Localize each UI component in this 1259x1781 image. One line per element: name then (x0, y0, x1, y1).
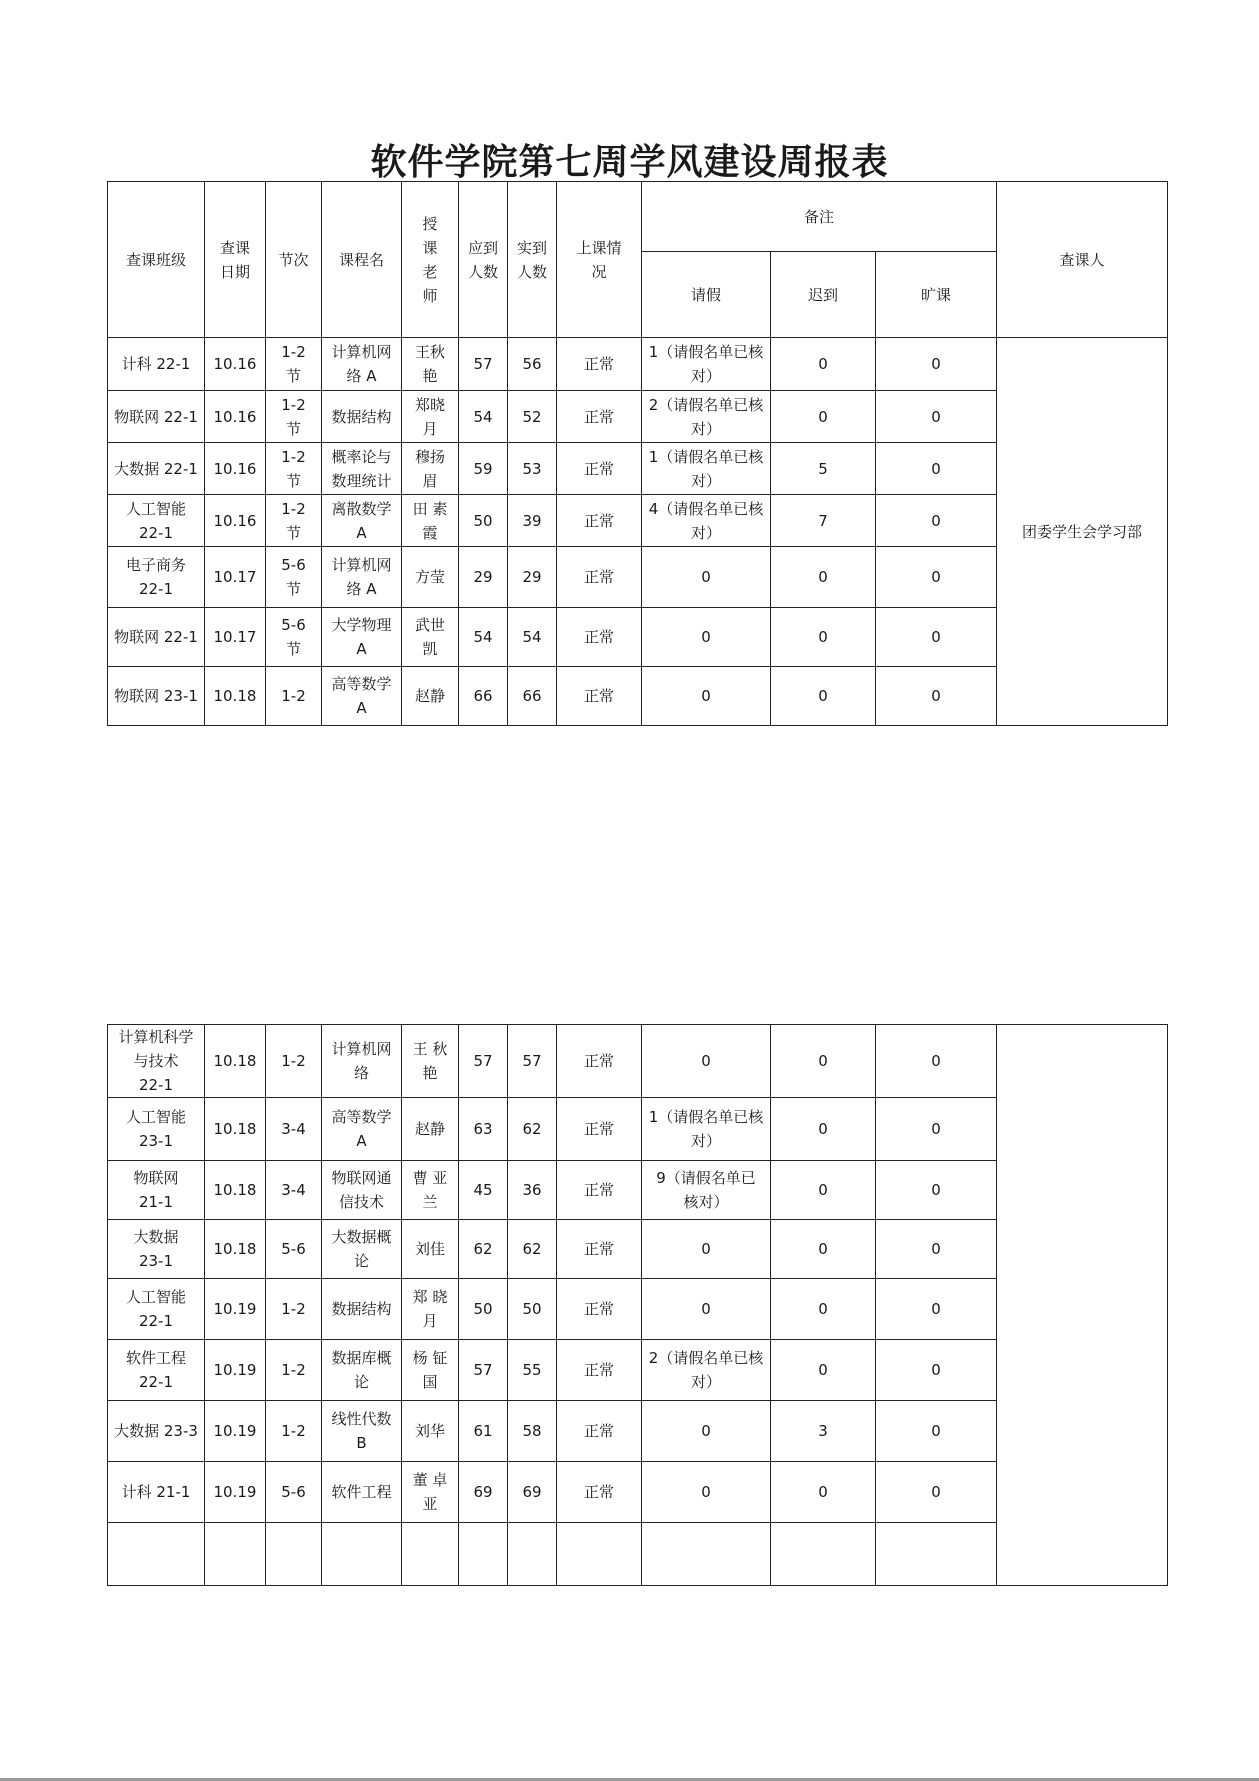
header-period: 节次 (266, 182, 322, 338)
cell-teacher: 方莹 (402, 547, 459, 608)
cell-course: 高等数学 A (322, 1098, 402, 1161)
cell-actual: 58 (508, 1401, 557, 1462)
cell-teacher: 刘华 (402, 1401, 459, 1462)
cell-status: 正常 (557, 608, 642, 667)
cell-class: 大数据 23-3 (108, 1401, 205, 1462)
cell-late: 0 (771, 667, 876, 726)
cell-leave: 2（请假名单已核 对） (642, 391, 771, 443)
cell-period: 1-2 (266, 1401, 322, 1462)
header-actual: 实到 人数 (508, 182, 557, 338)
cell-actual: 62 (508, 1220, 557, 1279)
cell-late: 0 (771, 1025, 876, 1098)
cell-teacher: 赵静 (402, 667, 459, 726)
cell-empty (771, 1523, 876, 1586)
cell-course: 数据结构 (322, 391, 402, 443)
cell-absent: 0 (876, 338, 997, 391)
cell-leave: 9（请假名单已 核对） (642, 1161, 771, 1220)
cell-expected: 54 (459, 391, 508, 443)
header-late: 迟到 (771, 252, 876, 338)
cell-status: 正常 (557, 1220, 642, 1279)
cell-date: 10.16 (205, 495, 266, 547)
cell-period: 5-6 (266, 1462, 322, 1523)
cell-date: 10.19 (205, 1401, 266, 1462)
cell-expected: 61 (459, 1401, 508, 1462)
cell-period: 5-6 节 (266, 608, 322, 667)
header-teacher: 授 课 老 师 (402, 182, 459, 338)
cell-expected: 62 (459, 1220, 508, 1279)
cell-period: 1-2 节 (266, 443, 322, 495)
cell-actual: 57 (508, 1025, 557, 1098)
cell-class: 物联网 23-1 (108, 667, 205, 726)
cell-class: 人工智能 22-1 (108, 1279, 205, 1340)
cell-leave: 0 (642, 1279, 771, 1340)
cell-teacher: 王秋 艳 (402, 338, 459, 391)
cell-expected: 63 (459, 1098, 508, 1161)
cell-class: 物联网 21-1 (108, 1161, 205, 1220)
cell-leave: 0 (642, 1462, 771, 1523)
cell-teacher: 刘佳 (402, 1220, 459, 1279)
cell-empty (508, 1523, 557, 1586)
header-remarks: 备注 (642, 182, 997, 252)
cell-actual: 55 (508, 1340, 557, 1401)
cell-leave: 0 (642, 1401, 771, 1462)
cell-inspector (997, 1025, 1168, 1586)
cell-late: 0 (771, 1098, 876, 1161)
cell-expected: 29 (459, 547, 508, 608)
cell-date: 10.19 (205, 1279, 266, 1340)
cell-late: 0 (771, 547, 876, 608)
cell-leave: 0 (642, 608, 771, 667)
cell-actual: 29 (508, 547, 557, 608)
report-title: 软件学院第七周学风建设周报表 (370, 142, 889, 183)
cell-absent: 0 (876, 1279, 997, 1340)
cell-status: 正常 (557, 1279, 642, 1340)
cell-status: 正常 (557, 1340, 642, 1401)
cell-leave: 0 (642, 1220, 771, 1279)
cell-date: 10.18 (205, 667, 266, 726)
cell-absent: 0 (876, 1025, 997, 1098)
cell-class: 软件工程 22-1 (108, 1340, 205, 1401)
cell-teacher: 穆扬 眉 (402, 443, 459, 495)
cell-empty (459, 1523, 508, 1586)
header-absent: 旷课 (876, 252, 997, 338)
cell-empty (205, 1523, 266, 1586)
cell-late: 0 (771, 1220, 876, 1279)
cell-empty (876, 1523, 997, 1586)
cell-expected: 57 (459, 1025, 508, 1098)
cell-status: 正常 (557, 391, 642, 443)
cell-teacher: 曹 亚 兰 (402, 1161, 459, 1220)
cell-date: 10.16 (205, 443, 266, 495)
cell-course: 数据结构 (322, 1279, 402, 1340)
cell-empty (266, 1523, 322, 1586)
cell-status: 正常 (557, 338, 642, 391)
cell-date: 10.17 (205, 608, 266, 667)
cell-absent: 0 (876, 1220, 997, 1279)
cell-leave: 0 (642, 1025, 771, 1098)
table-row (108, 1025, 1168, 1098)
cell-actual: 56 (508, 338, 557, 391)
cell-empty (322, 1523, 402, 1586)
cell-absent: 0 (876, 547, 997, 608)
cell-leave: 1（请假名单已核 对） (642, 338, 771, 391)
cell-actual: 52 (508, 391, 557, 443)
cell-late: 0 (771, 608, 876, 667)
report-table-page2 (107, 1024, 1168, 1586)
cell-class: 物联网 22-1 (108, 608, 205, 667)
cell-date: 10.16 (205, 391, 266, 443)
cell-late: 0 (771, 1279, 876, 1340)
cell-actual: 36 (508, 1161, 557, 1220)
cell-expected: 45 (459, 1161, 508, 1220)
cell-empty (557, 1523, 642, 1586)
cell-class: 大数据 23-1 (108, 1220, 205, 1279)
cell-absent: 0 (876, 391, 997, 443)
cell-status: 正常 (557, 1462, 642, 1523)
cell-late: 7 (771, 495, 876, 547)
cell-class: 人工智能 22-1 (108, 495, 205, 547)
cell-status: 正常 (557, 667, 642, 726)
cell-expected: 50 (459, 1279, 508, 1340)
cell-absent: 0 (876, 1401, 997, 1462)
cell-course: 概率论与 数理统计 (322, 443, 402, 495)
header-class: 查课班级 (108, 182, 205, 338)
cell-expected: 66 (459, 667, 508, 726)
cell-late: 0 (771, 1161, 876, 1220)
cell-date: 10.18 (205, 1025, 266, 1098)
cell-absent: 0 (876, 495, 997, 547)
cell-actual: 62 (508, 1098, 557, 1161)
cell-period: 5-6 (266, 1220, 322, 1279)
cell-period: 1-2 (266, 1279, 322, 1340)
cell-course: 线性代数 B (322, 1401, 402, 1462)
cell-class: 大数据 22-1 (108, 443, 205, 495)
cell-status: 正常 (557, 547, 642, 608)
cell-course: 高等数学 A (322, 667, 402, 726)
cell-date: 10.16 (205, 338, 266, 391)
cell-teacher: 田 素 霞 (402, 495, 459, 547)
cell-period: 1-2 (266, 1340, 322, 1401)
cell-status: 正常 (557, 1401, 642, 1462)
cell-absent: 0 (876, 1462, 997, 1523)
cell-teacher: 王 秋 艳 (402, 1025, 459, 1098)
cell-date: 10.18 (205, 1098, 266, 1161)
cell-teacher: 郑 晓 月 (402, 1279, 459, 1340)
cell-teacher: 杨 钲 国 (402, 1340, 459, 1401)
cell-late: 0 (771, 1340, 876, 1401)
cell-class: 人工智能 23-1 (108, 1098, 205, 1161)
cell-teacher: 郑晓 月 (402, 391, 459, 443)
cell-period: 3-4 (266, 1161, 322, 1220)
table-row (108, 338, 1168, 391)
cell-course: 大数据概 论 (322, 1220, 402, 1279)
cell-expected: 57 (459, 1340, 508, 1401)
cell-leave: 2（请假名单已核 对） (642, 1340, 771, 1401)
cell-absent: 0 (876, 608, 997, 667)
cell-late: 0 (771, 1462, 876, 1523)
cell-actual: 69 (508, 1462, 557, 1523)
cell-leave: 0 (642, 547, 771, 608)
header-leave: 请假 (642, 252, 771, 338)
cell-late: 0 (771, 338, 876, 391)
cell-teacher: 董 卓 亚 (402, 1462, 459, 1523)
cell-period: 1-2 节 (266, 495, 322, 547)
header-course: 课程名 (322, 182, 402, 338)
cell-absent: 0 (876, 1161, 997, 1220)
header-inspector: 查课人 (997, 182, 1168, 338)
cell-course: 计算机网 络 A (322, 547, 402, 608)
cell-date: 10.19 (205, 1340, 266, 1401)
cell-absent: 0 (876, 1340, 997, 1401)
cell-status: 正常 (557, 1161, 642, 1220)
cell-actual: 54 (508, 608, 557, 667)
cell-empty (642, 1523, 771, 1586)
cell-expected: 57 (459, 338, 508, 391)
cell-course: 大学物理 A (322, 608, 402, 667)
cell-expected: 54 (459, 608, 508, 667)
cell-actual: 39 (508, 495, 557, 547)
cell-leave: 4（请假名单已核 对） (642, 495, 771, 547)
cell-period: 1-2 (266, 667, 322, 726)
cell-status: 正常 (557, 1098, 642, 1161)
cell-inspector: 团委学生会学习部 (997, 338, 1168, 726)
cell-expected: 69 (459, 1462, 508, 1523)
cell-empty (108, 1523, 205, 1586)
cell-absent: 0 (876, 1098, 997, 1161)
cell-absent: 0 (876, 667, 997, 726)
cell-leave: 0 (642, 667, 771, 726)
cell-expected: 50 (459, 495, 508, 547)
report-table-page1 (107, 181, 1168, 726)
cell-leave: 1（请假名单已核 对） (642, 1098, 771, 1161)
cell-period: 1-2 (266, 1025, 322, 1098)
cell-date: 10.19 (205, 1462, 266, 1523)
header-date: 查课 日期 (205, 182, 266, 338)
header-expected: 应到 人数 (459, 182, 508, 338)
cell-status: 正常 (557, 1025, 642, 1098)
cell-leave: 1（请假名单已核 对） (642, 443, 771, 495)
cell-course: 软件工程 (322, 1462, 402, 1523)
cell-class: 计算机科学 与技术 22-1 (108, 1025, 205, 1098)
cell-period: 1-2 节 (266, 338, 322, 391)
cell-course: 计算机网 络 A (322, 338, 402, 391)
header-status: 上课情 况 (557, 182, 642, 338)
cell-date: 10.17 (205, 547, 266, 608)
cell-date: 10.18 (205, 1220, 266, 1279)
cell-late: 0 (771, 391, 876, 443)
cell-status: 正常 (557, 443, 642, 495)
cell-course: 离散数学 A (322, 495, 402, 547)
cell-class: 电子商务 22-1 (108, 547, 205, 608)
cell-class: 物联网 22-1 (108, 391, 205, 443)
cell-actual: 66 (508, 667, 557, 726)
cell-expected: 59 (459, 443, 508, 495)
cell-course: 物联网通 信技术 (322, 1161, 402, 1220)
cell-actual: 53 (508, 443, 557, 495)
cell-late: 5 (771, 443, 876, 495)
cell-date: 10.18 (205, 1161, 266, 1220)
cell-actual: 50 (508, 1279, 557, 1340)
cell-course: 数据库概 论 (322, 1340, 402, 1401)
cell-late: 3 (771, 1401, 876, 1462)
cell-empty (402, 1523, 459, 1586)
cell-class: 计科 21-1 (108, 1462, 205, 1523)
cell-status: 正常 (557, 495, 642, 547)
cell-course: 计算机网 络 (322, 1025, 402, 1098)
cell-period: 5-6 节 (266, 547, 322, 608)
cell-period: 1-2 节 (266, 391, 322, 443)
cell-absent: 0 (876, 443, 997, 495)
cell-period: 3-4 (266, 1098, 322, 1161)
cell-teacher: 武世 凯 (402, 608, 459, 667)
cell-teacher: 赵静 (402, 1098, 459, 1161)
cell-class: 计科 22-1 (108, 338, 205, 391)
